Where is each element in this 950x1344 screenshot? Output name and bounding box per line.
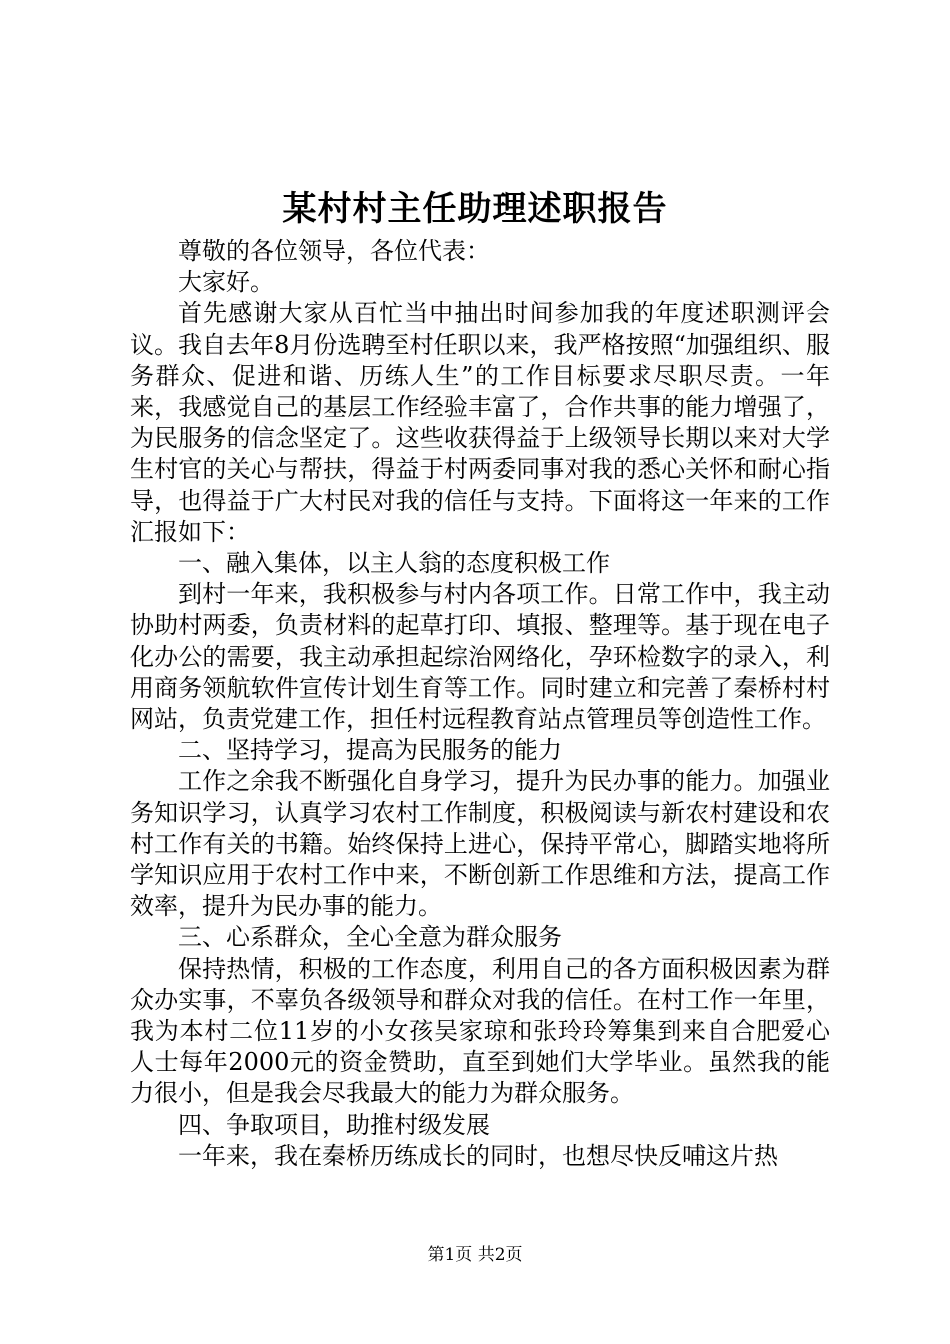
section-paragraph-1: 到村一年来，我积极参与村内各项工作。日常工作中，我主动协助村两委，负责材料的起草打印、填报、整理等。基于现在电子化办公的需要，我主动承担起综治网络化，孕环检数字的录入，利用商务领航软件宣传计划生育等工作。同时建立和完善了秦桥村村网站，负责党建工作，担任村远程教育站点管理员等创造性工作。	[130, 580, 830, 734]
document-body	[130, 236, 830, 1172]
section-paragraph-3: 保持热情，积极的工作态度，利用自己的各方面积极因素为群众办实事，不辜负各级领导和群众对我的信任。在村工作一年里，我为本村二位11岁的小女孩吴家琼和张玲玲筹集到来自合肥爱心人士每年2000元的资金赞助，直至到她们大学毕业。虽然我的能力很小，但是我会尽我最大的能力为群众服务。	[130, 954, 830, 1108]
section-heading-3: 三、心系群众，全心全意为群众服务	[178, 923, 562, 952]
section-paragraph-4: 一年来，我在秦桥历练成长的同时，也想尽快反哺这片热	[178, 1141, 778, 1170]
intro-paragraph: 首先感谢大家从百忙当中抽出时间参加我的年度述职测评会议。我自去年8月份选聘至村任职以来，我严格按照“加强组织、服务群众、促进和谐、历练人生”的工作目标要求尽职尽责。一年来，我感觉自己的基层工作经验丰富了，合作共事的能力增强了，为民服务的信念坚定了。这些收获得益于上级领导长期以来对大学生村官的关心与帮扶，得益于村两委同事对我的悉心关怀和耐心指导，也得益于广大村民对我的信任与支持。下面将这一年来的工作汇报如下：	[130, 299, 830, 546]
section-heading-1: 一、融入集体，以主人翁的态度积极工作	[178, 549, 610, 578]
document-title: 某村村主任助理述职报告	[282, 189, 668, 229]
page-footer: 第1页 共2页	[427, 1245, 523, 1265]
section-paragraph-2: 工作之余我不断强化自身学习，提升为民办事的能力。加强业务知识学习，认真学习农村工作制度，积极阅读与新农村建设和农村工作有关的书籍。始终保持上进心，保持平常心，脚踏实地将所学知识应用于农村工作中来，不断创新工作思维和方法，提高工作效率，提升为民办事的能力。	[130, 767, 830, 921]
salutation: 尊敬的各位领导，各位代表：	[178, 237, 490, 265]
greeting: 大家好。	[178, 268, 274, 297]
section-heading-4: 四、争取项目，助推村级发展	[178, 1110, 490, 1139]
section-heading-2: 二、坚持学习，提高为民服务的能力	[178, 736, 562, 765]
